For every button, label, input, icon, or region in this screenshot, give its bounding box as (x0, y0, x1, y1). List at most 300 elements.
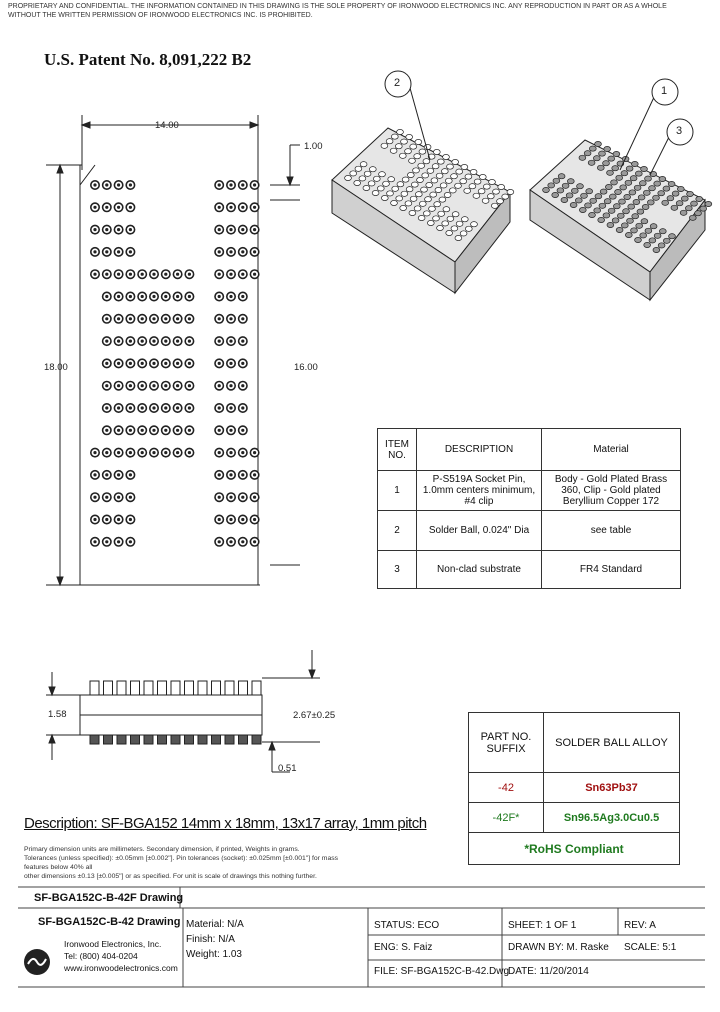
iso-ball (456, 221, 463, 226)
drawing-title-1: SF-BGA152C-B-42F Drawing (34, 892, 184, 904)
iso-ball (644, 242, 651, 247)
iso-ball (597, 165, 604, 170)
note-line: other dimensions ±0.13 [±0.005"] or as specified. For unit is scale of drawings this nothing further. (24, 873, 317, 880)
solder-ball (250, 515, 258, 523)
iso-ball (354, 180, 361, 185)
iso-ball (645, 176, 652, 181)
solder-ball (215, 448, 223, 456)
iso-ball (562, 183, 569, 188)
solder-ball (103, 426, 111, 434)
iso-ball (426, 182, 433, 187)
status: STATUS: ECO (374, 920, 440, 931)
iso-ball (638, 195, 645, 200)
solder-ball (215, 315, 223, 323)
iso-ball (469, 184, 476, 189)
solder-ball (227, 426, 235, 434)
side-ball (104, 735, 113, 744)
note-line: Tolerances (unless specified): ±0.05mm [±0.002"]. Pin tolerances (socket): ±0.025mm [±0.001"] for mass features below 40% all (24, 855, 339, 871)
iso-ball (478, 189, 485, 194)
solder-ball (215, 538, 223, 546)
solder-ball (150, 270, 158, 278)
bom-description: Solder Ball, 0.024" Dia (417, 511, 542, 551)
iso-ball (557, 188, 564, 193)
solder-ball (114, 337, 122, 345)
dim-pitch: 1.00 (304, 141, 323, 152)
iso-ball (413, 168, 420, 173)
solder-ball (103, 538, 111, 546)
confidential-notice-2: WITHOUT THE WRITTEN PERMISSION OF IRONWOOD ELECTRONICS INC. IS PROHIBITED. (8, 12, 313, 19)
iso-ball (599, 151, 606, 156)
solder-ball (185, 337, 193, 345)
solder-ball (227, 315, 235, 323)
iso-ball (507, 189, 514, 194)
solder-ball (126, 515, 134, 523)
iso-ball (381, 143, 388, 148)
side-ball (158, 735, 167, 744)
iso-ball (543, 187, 550, 192)
solder-ball (91, 203, 99, 211)
date: DATE: 11/20/2014 (508, 966, 589, 977)
iso-ball (350, 171, 357, 176)
sheet: SHEET: 1 OF 1 (508, 920, 577, 931)
solder-ball (91, 471, 99, 479)
iso-ball (392, 186, 399, 191)
side-ball (212, 681, 221, 695)
iso-ball (373, 176, 380, 181)
solder-ball (239, 337, 247, 345)
iso-ball (491, 203, 498, 208)
iso-ball (667, 196, 674, 201)
side-ball (171, 735, 180, 744)
iso-ball (455, 183, 462, 188)
solder-ball (150, 448, 158, 456)
solder-ball (215, 248, 223, 256)
solder-ball (239, 225, 247, 233)
dim-height-right: 16.00 (294, 362, 318, 373)
ball-grid (91, 181, 259, 546)
solder-ball (138, 359, 146, 367)
iso-ball (421, 187, 428, 192)
iso-ball (401, 191, 408, 196)
file-name: FILE: SF-BGA152C-B-42.Dwg (374, 966, 510, 977)
solder-ball (162, 359, 170, 367)
company-web: www.ironwoodelectronics.com (64, 963, 178, 973)
iso-ball (355, 166, 362, 171)
solder-ball (103, 359, 111, 367)
solder-ball (215, 493, 223, 501)
solder-ball (126, 315, 134, 323)
solder-ball (103, 270, 111, 278)
solder-ball (150, 404, 158, 412)
iso-ball (590, 198, 597, 203)
iso-ball (663, 238, 670, 243)
solder-ball (150, 315, 158, 323)
solder-ball (250, 471, 258, 479)
side-ball (131, 735, 140, 744)
iso-ball (654, 181, 661, 186)
iso-ball (447, 216, 454, 221)
solder-ball (173, 315, 181, 323)
title-block (18, 887, 704, 987)
iso-ball (589, 146, 596, 151)
iso-ball (441, 169, 448, 174)
alloy-header-alloy: SOLDER BALL ALLOY (544, 713, 680, 773)
iso-ball (553, 178, 560, 183)
iso-ball (456, 169, 463, 174)
solder-ball (150, 337, 158, 345)
iso-ball (397, 182, 404, 187)
bom-material: see table (542, 511, 681, 551)
iso-ball (391, 134, 398, 139)
iso-ball (558, 174, 565, 179)
solder-ball (250, 203, 258, 211)
iso-ball (460, 231, 467, 236)
solder-ball (126, 493, 134, 501)
iso-ball (604, 199, 611, 204)
iso-ball (598, 217, 605, 222)
iso-ball (406, 187, 413, 192)
solder-ball (114, 181, 122, 189)
iso-ball (630, 176, 637, 181)
iso-ball (626, 166, 633, 171)
iso-ball (612, 166, 619, 171)
iso-ball (689, 215, 696, 220)
iso-ball (608, 208, 615, 213)
iso-ball (676, 201, 683, 206)
iso-ball (595, 194, 602, 199)
solder-ball (250, 270, 258, 278)
solder-ball (114, 515, 122, 523)
company-name: Ironwood Electronics, Inc. (64, 939, 162, 949)
iso-ball (418, 163, 425, 168)
iso-ball (680, 210, 687, 215)
solder-ball (215, 359, 223, 367)
iso-ball (627, 218, 634, 223)
iso-ball (625, 232, 632, 237)
alloy-header-suffix: PART NO. SUFFIX (469, 713, 544, 773)
solder-ball (227, 382, 235, 390)
iso-ball (642, 204, 649, 209)
solder-ball (162, 270, 170, 278)
solder-ball (138, 382, 146, 390)
iso-ball (465, 174, 472, 179)
iso-ball (603, 213, 610, 218)
solder-ball (114, 471, 122, 479)
iso-ball (430, 192, 437, 197)
solder-ball (173, 337, 181, 345)
solder-ball (126, 359, 134, 367)
solder-ball (185, 359, 193, 367)
iso-ball (681, 196, 688, 201)
iso-ball (687, 191, 694, 196)
iso-ball (586, 189, 593, 194)
iso-ball (498, 184, 505, 189)
callout-1-label: 1 (661, 85, 668, 97)
solder-ball (250, 493, 258, 501)
solder-ball (103, 493, 111, 501)
solder-ball (185, 426, 193, 434)
iso-ball (497, 199, 504, 204)
iso-ball (479, 174, 486, 179)
side-ball (90, 681, 99, 695)
iso-ball (406, 134, 413, 139)
bom-item: 3 (378, 551, 417, 589)
bom-item: 2 (378, 511, 417, 551)
solder-ball (239, 404, 247, 412)
iso-ball (671, 205, 678, 210)
iso-ball (452, 159, 459, 164)
solder-ball (114, 448, 122, 456)
solder-ball (91, 248, 99, 256)
iso-ball (571, 188, 578, 193)
side-ball (252, 735, 261, 744)
side-ball (144, 681, 153, 695)
side-ball (144, 735, 153, 744)
iso-ball (593, 156, 600, 161)
solder-ball (250, 248, 258, 256)
iso-ball (391, 200, 398, 205)
iso-ball (613, 204, 620, 209)
iso-ball (474, 179, 481, 184)
iso-ball (405, 201, 412, 206)
iso-ball (575, 198, 582, 203)
iso-ball (668, 181, 675, 186)
engineer: ENG: S. Faiz (374, 942, 433, 953)
iso-ball (446, 230, 453, 235)
iso-ball (625, 180, 632, 185)
dim-side-height: 1.58 (48, 709, 67, 720)
solder-ball (126, 203, 134, 211)
solder-ball (114, 225, 122, 233)
iso-ball (641, 219, 648, 224)
bom-header-description: DESCRIPTION (417, 429, 542, 471)
iso-ball (691, 201, 698, 206)
solder-ball (103, 315, 111, 323)
iso-ball (461, 217, 468, 222)
side-ball (117, 735, 126, 744)
iso-ball (588, 160, 595, 165)
iso-ball (427, 220, 434, 225)
solder-ball (250, 538, 258, 546)
side-ball (225, 681, 234, 695)
iso-ball (579, 207, 586, 212)
side-ball (185, 735, 194, 744)
solder-ball (227, 471, 235, 479)
solder-ball (227, 248, 235, 256)
iso-ball (368, 181, 375, 186)
solder-ball (138, 292, 146, 300)
solder-ball (227, 493, 235, 501)
solder-ball (126, 248, 134, 256)
side-ball (198, 681, 207, 695)
iso-ball (605, 184, 612, 189)
solder-ball (91, 225, 99, 233)
iso-ball (621, 171, 628, 176)
solder-ball (215, 337, 223, 345)
iso-ball (662, 200, 669, 205)
solder-ball (239, 426, 247, 434)
solder-ball (126, 225, 134, 233)
solder-ball (91, 448, 99, 456)
side-ball (212, 735, 221, 744)
iso-ball (584, 151, 591, 156)
iso-ball (447, 164, 454, 169)
iso-ball (617, 213, 624, 218)
iso-ball (631, 228, 638, 233)
iso-ball (414, 206, 421, 211)
iso-ball (443, 207, 450, 212)
iso-ball (637, 209, 644, 214)
iso-ball (363, 185, 370, 190)
solder-ball (162, 382, 170, 390)
iso-ball (621, 223, 628, 228)
solder-ball (126, 181, 134, 189)
dim-height-left: 18.00 (44, 362, 68, 373)
side-ball (131, 681, 140, 695)
alloy-suffix: -42 (469, 773, 544, 803)
solder-ball (150, 426, 158, 434)
solder-ball (239, 203, 247, 211)
iso-ball (449, 188, 456, 193)
solder-ball (126, 426, 134, 434)
solder-ball (173, 382, 181, 390)
notes (24, 845, 364, 881)
solder-ball (239, 359, 247, 367)
revision: REV: A (624, 920, 656, 931)
solder-ball (215, 382, 223, 390)
solder-ball (185, 404, 193, 412)
solder-ball (239, 292, 247, 300)
iso-ball (695, 211, 702, 216)
iso-ball (640, 233, 647, 238)
solder-ball (126, 471, 134, 479)
solder-ball (103, 248, 111, 256)
solder-ball (227, 515, 235, 523)
bom-material: Body - Gold Plated Brass 360, Clip - Gold plated Beryllium Copper 172 (542, 471, 681, 511)
solder-ball (103, 471, 111, 479)
iso-ball (613, 151, 620, 156)
iso-ball (623, 209, 630, 214)
iso-ball (390, 148, 397, 153)
iso-ball (585, 203, 592, 208)
solder-ball (239, 248, 247, 256)
iso-ball (415, 139, 422, 144)
iso-ball (653, 247, 660, 252)
iso-ball (444, 192, 451, 197)
iso-ball (442, 221, 449, 226)
iso-ball (433, 216, 440, 221)
side-ball (198, 735, 207, 744)
side-ball (158, 681, 167, 695)
iso-ball (379, 172, 386, 177)
alloy-suffix: -42F* (469, 803, 544, 833)
solder-ball (162, 404, 170, 412)
iso-ball (616, 227, 623, 232)
iso-ball (388, 177, 395, 182)
iso-ball (397, 129, 404, 134)
iso-ball (471, 222, 478, 227)
iso-ball (461, 164, 468, 169)
solder-ball (91, 181, 99, 189)
solder-ball (239, 538, 247, 546)
solder-ball (162, 337, 170, 345)
solder-ball (91, 538, 99, 546)
iso-ball (600, 189, 607, 194)
iso-ball (620, 185, 627, 190)
iso-ball (423, 211, 430, 216)
iso-ball (615, 189, 622, 194)
company-tel: Tel: (800) 404-0204 (64, 951, 138, 961)
solder-ball (215, 515, 223, 523)
solder-ball (239, 493, 247, 501)
iso-ball (483, 184, 490, 189)
iso-ball (439, 197, 446, 202)
iso-ball (658, 243, 665, 248)
solder-ball (239, 448, 247, 456)
iso-ball (659, 176, 666, 181)
iso-ball (619, 199, 626, 204)
iso-ball (411, 182, 418, 187)
solder-ball (239, 270, 247, 278)
side-view (46, 650, 320, 772)
solder-ball (126, 292, 134, 300)
solder-ball (227, 359, 235, 367)
alloy-table (468, 712, 680, 865)
callout-2-label: 2 (394, 77, 401, 89)
iso-ball (649, 238, 656, 243)
iso-ball (433, 149, 440, 154)
iso-ball (570, 202, 577, 207)
solder-ball (215, 203, 223, 211)
iso-ball (372, 190, 379, 195)
iso-ball (364, 171, 371, 176)
solder-ball (173, 292, 181, 300)
rohs-note: *RoHS Compliant (469, 833, 680, 865)
iso-ball (409, 210, 416, 215)
iso-ball (579, 155, 586, 160)
bom-description: P-S519A Socket Pin, 1.0mm centers minimum, #4 clip (417, 471, 542, 511)
solder-ball (103, 181, 111, 189)
iso-ball (419, 149, 426, 154)
iso-ball (647, 200, 654, 205)
bom-item: 1 (378, 471, 417, 511)
iso-ball (649, 186, 656, 191)
iso-ball (616, 175, 623, 180)
bom-header-item: ITEM NO. (378, 429, 417, 471)
solder-ball (185, 292, 193, 300)
solder-ball (138, 315, 146, 323)
iso-ball (345, 175, 352, 180)
side-ball (171, 681, 180, 695)
iso-ball (635, 237, 642, 242)
iso-ball (493, 189, 500, 194)
iso-ball (452, 212, 459, 217)
iso-ball (402, 177, 409, 182)
iso-ball (552, 192, 559, 197)
iso-ball (609, 194, 616, 199)
iso-ball (400, 205, 407, 210)
dim-ball-offset: 0.51 (278, 763, 297, 774)
solder-ball (227, 203, 235, 211)
iso-ball (395, 144, 402, 149)
callout-3-label: 3 (676, 125, 683, 137)
iso-ball (705, 201, 712, 206)
solder-ball (114, 359, 122, 367)
alloy-value: Sn63Pb37 (544, 773, 680, 803)
iso-ball (696, 196, 703, 201)
dim-width: 14.00 (155, 120, 179, 131)
solder-ball (173, 270, 181, 278)
